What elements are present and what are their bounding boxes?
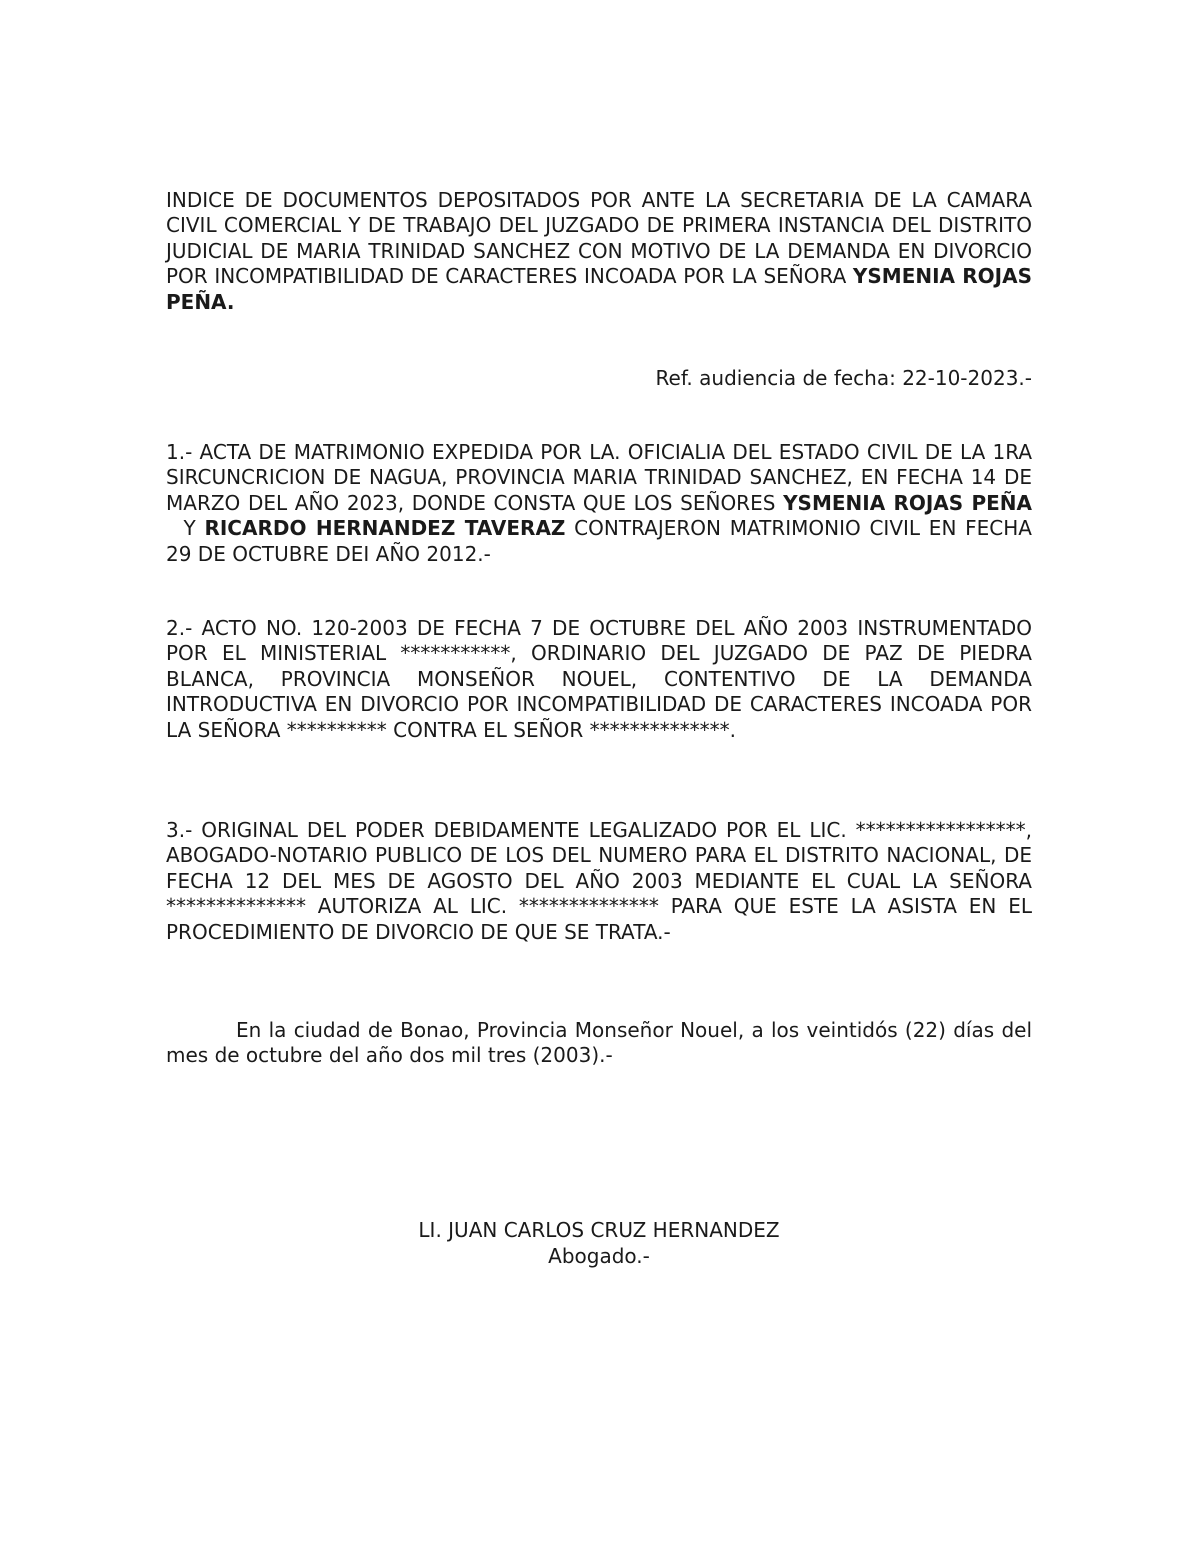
- hearing-reference: Ref. audiencia de fecha: 22-10-2023.-: [655, 366, 1032, 390]
- item-1-name-2: RICARDO HERNANDEZ TAVERAZ: [204, 516, 566, 541]
- document-item-3: 3.- ORIGINAL DEL PODER DEBIDAMENTE LEGALIZADO POR EL LIC. *****************, ABOGADO-NOTARIO PUBLICO DE LOS DEL NUMERO PARA EL DISTRITO NACIONAL, DE FECHA 12 DEL MES DE AGOSTO DEL AÑO 2003 MEDIANTE EL CUAL LA SEÑORA ************** AUTORIZA AL LIC. ************** PARA QUE ESTE LA ASISTA EN EL PROCEDIMIENTO DE DIVORCIO DE QUE SE TRATA.-: [166, 818, 1032, 944]
- signature-name: LI. JUAN CARLOS CRUZ HERNANDEZ: [418, 1218, 780, 1242]
- document-item-1: [166, 440, 1032, 567]
- document-item-2: 2.- ACTO NO. 120-2003 DE FECHA 7 DE OCTUBRE DEL AÑO 2003 INSTRUMENTADO POR EL MINISTERIAL ***********, ORDINARIO DEL JUZGADO DE PAZ DE PIEDRA BLANCA, PROVINCIA MONSEÑOR NOUEL, CONTENTIVO DE LA DEMANDA INTRODUCTIVA EN DIVORCIO POR INCOMPATIBILIDAD DE CARACTERES INCOADA POR LA SEÑORA ********** CONTRA EL SEÑOR **************.: [166, 616, 1032, 742]
- item-1-text-c: CONTRAJERON MATRIMONIO CIVIL EN FECHA 29 DE OCTUBRE DEI AÑO 2012.-: [166, 516, 1032, 566]
- item-1-text-a: 1.- ACTA DE MATRIMONIO EXPEDIDA POR LA. OFICIALIA DEL ESTADO CIVIL DE LA 1RA SIRCUNCRICION DE NAGUA, PROVINCIA MARIA TRINIDAD SANCHEZ, EN FECHA 14 DE MARZO DEL AÑO 2023, DONDE CONSTA QUE LOS SEÑORES: [166, 440, 1032, 515]
- closing-paragraph: En la ciudad de Bonao, Provincia Monseñor Nouel, a los veintidós (22) días del mes de octubre del año dos mil tres (2003).-: [166, 1018, 1032, 1068]
- signature-title: Abogado.-: [548, 1244, 650, 1268]
- document-header: [166, 188, 1032, 315]
- header-plaintiff-name: YSMENIA ROJAS PEÑA.: [166, 264, 1032, 314]
- header-text: INDICE DE DOCUMENTOS DEPOSITADOS POR ANTE LA SECRETARIA DE LA CAMARA CIVIL COMERCIAL Y DE TRABAJO DEL JUZGADO DE PRIMERA INSTANCIA DEL DISTRITO JUDICIAL DE MARIA TRINIDAD SANCHEZ CON MOTIVO DE LA DEMANDA EN DIVORCIO POR INCOMPATIBILIDAD DE CARACTERES INCOADA POR LA SEÑORA: [166, 188, 1032, 289]
- item-1-text-b: Y: [166, 516, 205, 541]
- item-1-name-1: YSMENIA ROJAS PEÑA: [783, 490, 1032, 515]
